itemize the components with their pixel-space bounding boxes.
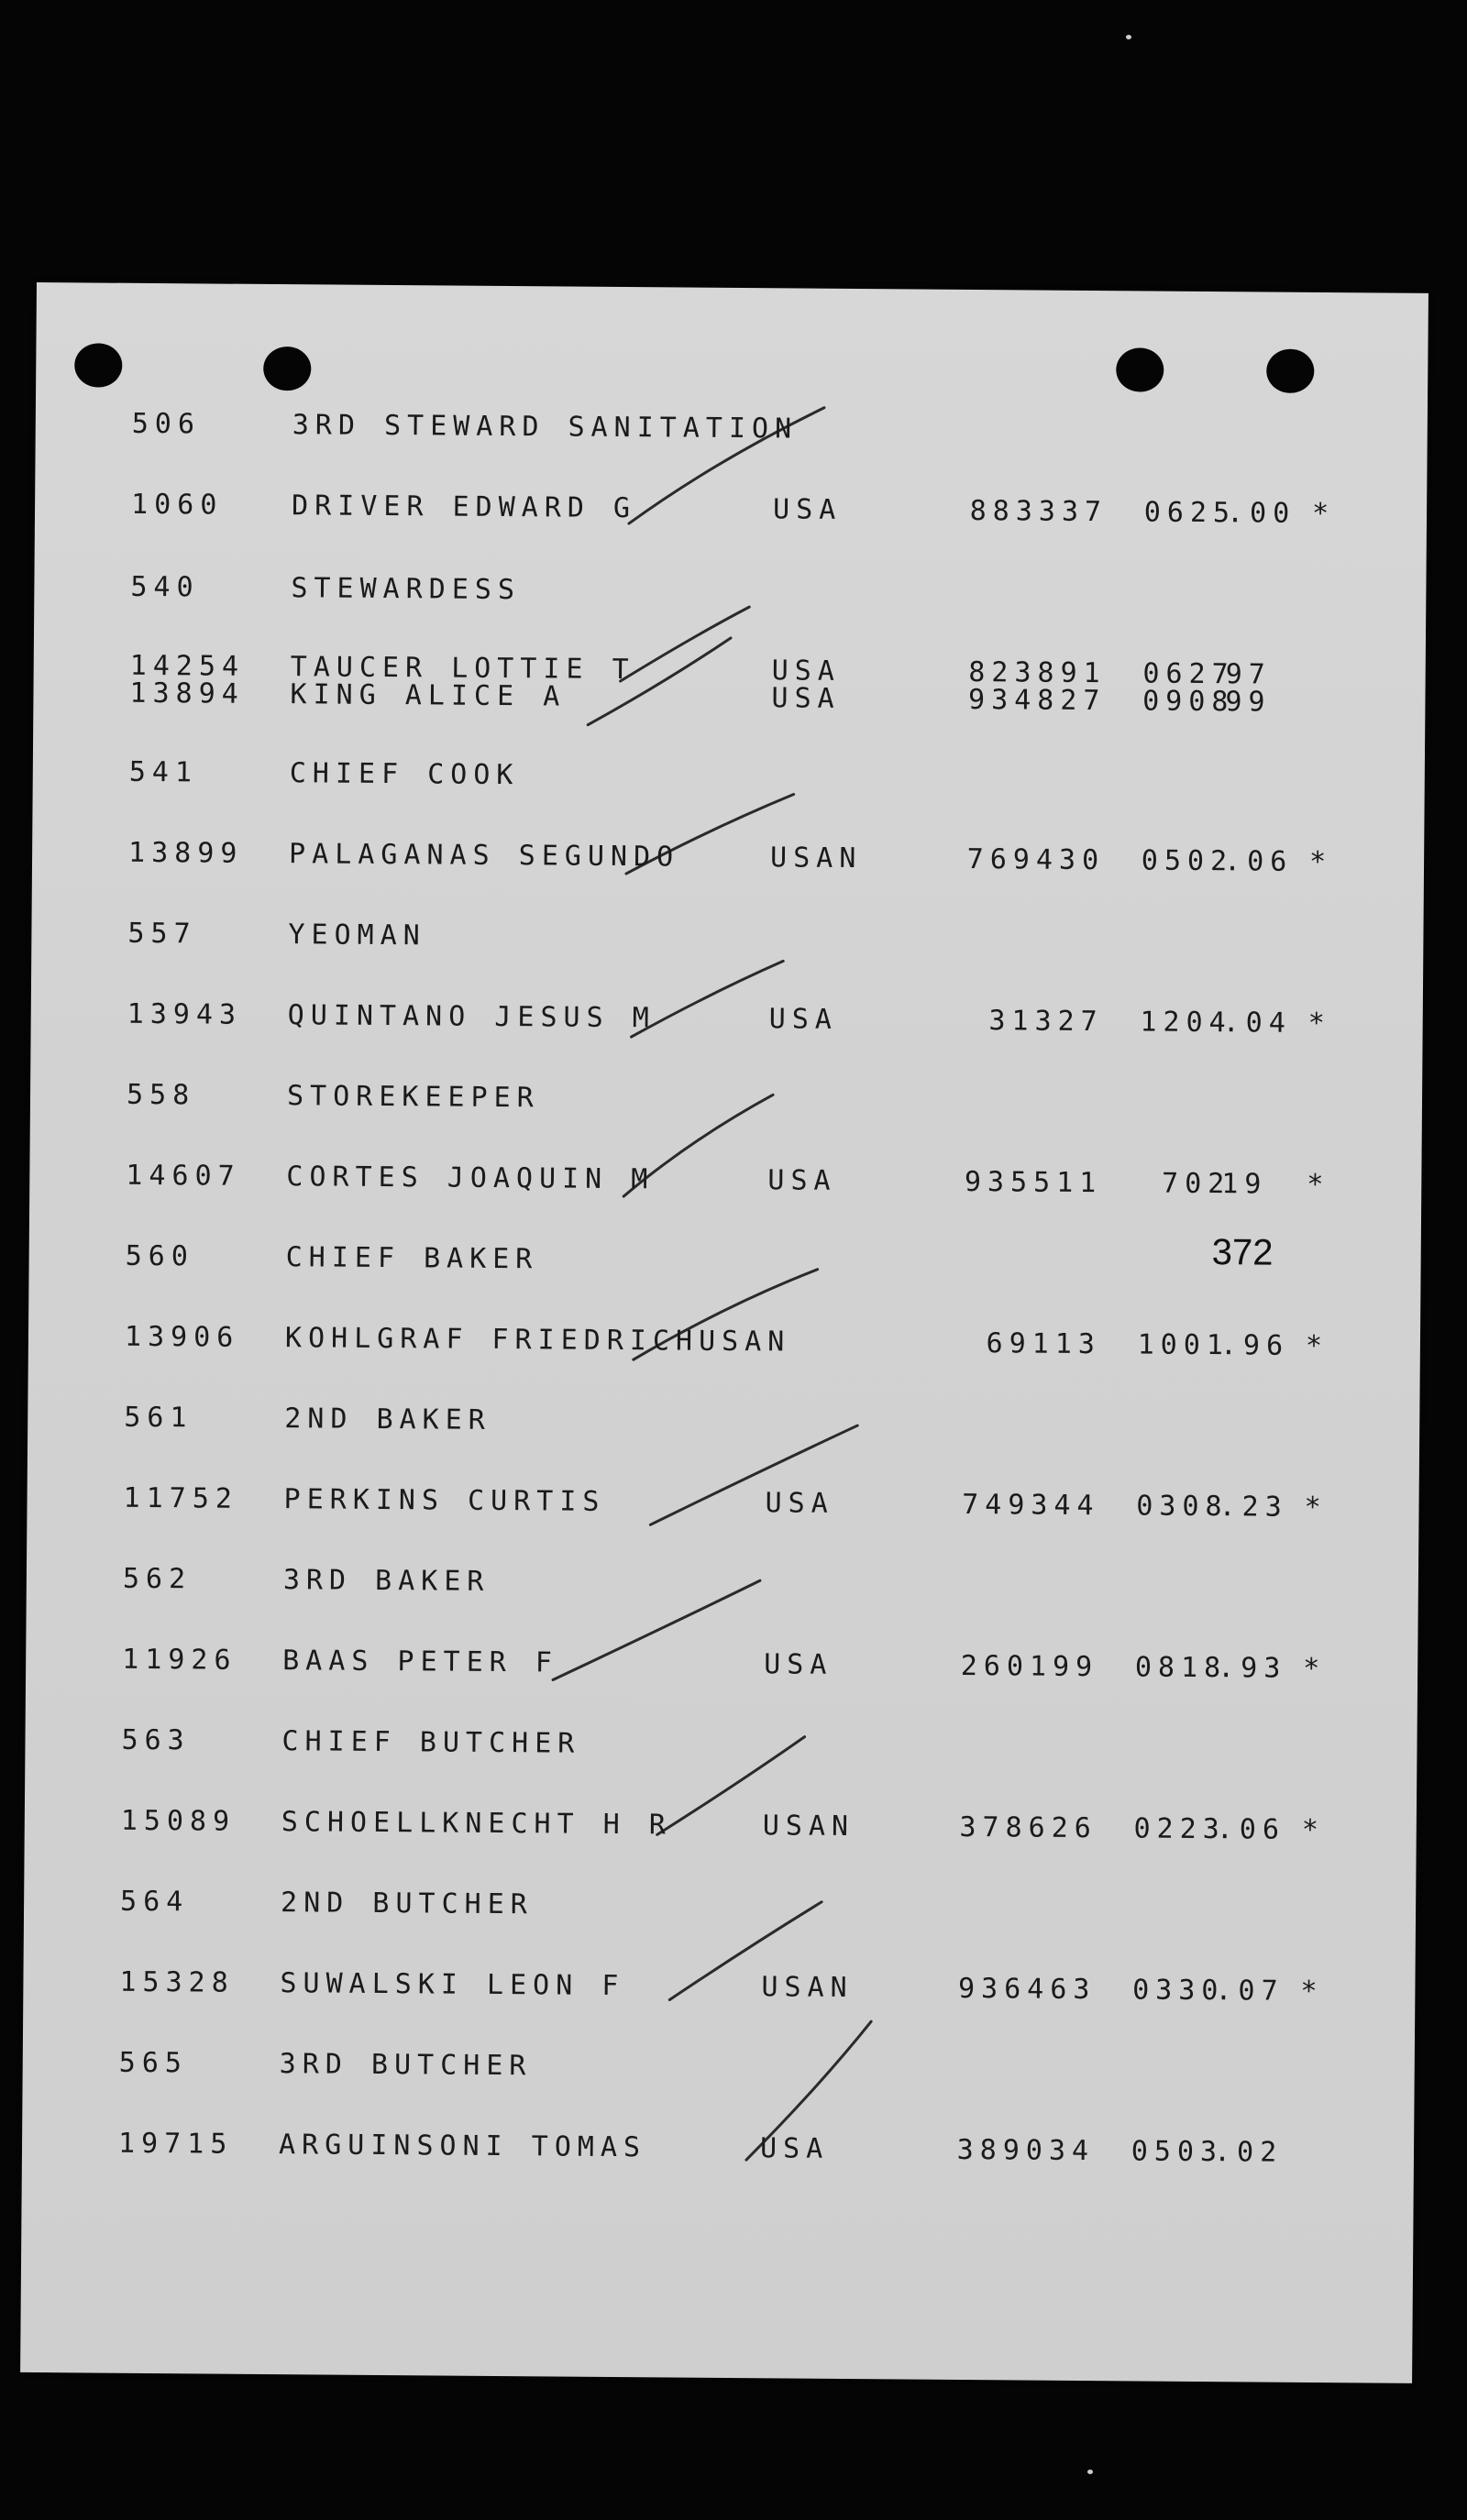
row-name: CORTES JOAQUIN M [286, 1161, 655, 1196]
row-code: 0223 [1133, 1812, 1226, 1846]
row-id: 31327 [988, 1005, 1104, 1039]
row-value: .04 [1222, 1007, 1293, 1040]
row-name: 3RD BAKER [282, 1564, 491, 1598]
row-star: * [1300, 1975, 1324, 2008]
row-number: 13943 [127, 997, 243, 1031]
row-name: SUWALSKI LEON F [280, 1967, 625, 2003]
row-id: 935511 [964, 1165, 1103, 1200]
row-number: 13906 [124, 1320, 240, 1354]
row-star: * [1301, 1813, 1325, 1847]
row-name: 2ND BUTCHER [280, 1887, 534, 1921]
page-number: 372 [1211, 1232, 1274, 1273]
row-name: STEWARDESS [291, 572, 522, 607]
row-number: 557 [127, 917, 197, 951]
row-number: 558 [126, 1078, 196, 1112]
row-value: 19 [1221, 1168, 1268, 1201]
row-number: 11926 [122, 1643, 237, 1677]
row-name: 2ND BAKER [284, 1403, 491, 1436]
row-number: 19715 [117, 2127, 234, 2161]
row-number: 1060 [130, 488, 224, 522]
row-nationality: USA [765, 1487, 834, 1520]
row-name: 3RD STEWARD SANITATION [292, 409, 799, 446]
row-number: 560 [125, 1239, 194, 1273]
row-nationality: USAN [762, 1810, 855, 1843]
row-nationality: USA [771, 682, 841, 715]
row-id: 389034 [956, 2133, 1096, 2168]
row-name: TAUCER LOTTIE T [290, 651, 635, 687]
row-number: 563 [121, 1723, 191, 1757]
scan-dust-speck [1087, 2470, 1093, 2474]
row-id: 260199 [960, 1649, 1099, 1684]
row-value: .06 [1223, 845, 1294, 878]
row-name: STOREKEEPER [286, 1080, 540, 1115]
row-number: 15328 [119, 1965, 235, 1999]
row-name: DRIVER EDWARD G [291, 490, 637, 525]
row-name: KOHLGRAF FRIEDRICHUSAN [284, 1322, 791, 1359]
row-number: 13899 [127, 836, 244, 870]
row-code: 0330 [1132, 1974, 1225, 2008]
row-value: .93 [1218, 1652, 1287, 1685]
row-id: 69113 [986, 1327, 1102, 1361]
row-number: 11752 [123, 1481, 239, 1515]
row-code: 0502 [1141, 844, 1234, 878]
row-nationality: USA [764, 1648, 833, 1681]
row-star: * [1308, 845, 1333, 879]
row-id: 934827 [967, 683, 1107, 718]
row-name: CHIEF COOK [289, 757, 520, 792]
row-name: YEOMAN [288, 919, 426, 952]
row-name: KING ALICE A [290, 678, 567, 713]
row-code: 0818 [1134, 1651, 1228, 1685]
row-name: PALAGANAS SEGUNDO [288, 838, 680, 874]
row-code: 0908 [1142, 685, 1235, 719]
row-value: .23 [1219, 1491, 1288, 1524]
scan-dust-speck [1126, 35, 1131, 39]
row-value: .02 [1213, 2136, 1284, 2169]
row-nationality: USA [759, 2132, 830, 2165]
row-id: 823891 [968, 655, 1107, 690]
row-name: CHIEF BAKER [285, 1241, 539, 1276]
row-value: .00 [1226, 497, 1296, 530]
row-name: BAAS PETER F [282, 1645, 559, 1679]
row-nationality: USA [772, 493, 843, 526]
row-code: 0308 [1136, 1490, 1229, 1524]
row-code: 702 [1161, 1167, 1231, 1201]
row-nationality: USA [771, 655, 842, 688]
row-name: ARGUINSONI TOMAS [278, 2129, 647, 2164]
row-number: 564 [119, 1885, 190, 1919]
row-value: .96 [1219, 1329, 1290, 1362]
row-id: 749344 [962, 1488, 1100, 1523]
row-star: * [1307, 1007, 1331, 1040]
row-value: .07 [1215, 1975, 1285, 2008]
row-code: 0625 [1143, 496, 1237, 530]
row-value: 97 [1225, 658, 1272, 691]
row-code: 1204 [1140, 1006, 1232, 1040]
row-value: 99 [1225, 686, 1272, 719]
row-id: 936463 [957, 1972, 1097, 2007]
row-star: * [1305, 1329, 1329, 1363]
row-name: QUINTANO JESUS M [287, 999, 656, 1035]
row-nationality: USAN [769, 842, 863, 875]
row-id: 378626 [959, 1810, 1097, 1845]
row-number: 565 [118, 2046, 189, 2080]
row-star: * [1304, 1491, 1328, 1524]
row-code: 1001 [1137, 1328, 1230, 1362]
row-code: 0503 [1131, 2135, 1224, 2169]
row-name: PERKINS CURTIS [283, 1483, 606, 1518]
row-name: SCHOELLKNECHT H R [281, 1806, 672, 1842]
row-number: 562 [122, 1562, 193, 1596]
row-number: 15089 [120, 1804, 237, 1838]
row-number: 541 [128, 755, 199, 789]
row-id: 769430 [966, 842, 1106, 877]
row-name: 3RD BUTCHER [279, 2048, 533, 2083]
row-number: 14254 [129, 649, 246, 683]
row-nationality: USA [768, 1003, 839, 1036]
row-nationality: USA [767, 1164, 837, 1197]
row-number: 540 [130, 570, 200, 604]
row-name: CHIEF BUTCHER [281, 1725, 581, 1760]
row-id: 883337 [969, 495, 1109, 529]
document-page [20, 282, 1428, 2383]
row-number: 561 [124, 1401, 193, 1435]
row-nationality: USAN [761, 1971, 854, 2005]
row-number: 13894 [129, 677, 245, 710]
row-star: * [1303, 1652, 1327, 1686]
row-value: .06 [1216, 1813, 1286, 1846]
row-star: * [1307, 1168, 1330, 1202]
row-star: * [1311, 497, 1336, 531]
row-number: 14607 [126, 1159, 241, 1193]
row-number: 506 [131, 407, 202, 441]
row-code: 0627 [1142, 657, 1235, 691]
